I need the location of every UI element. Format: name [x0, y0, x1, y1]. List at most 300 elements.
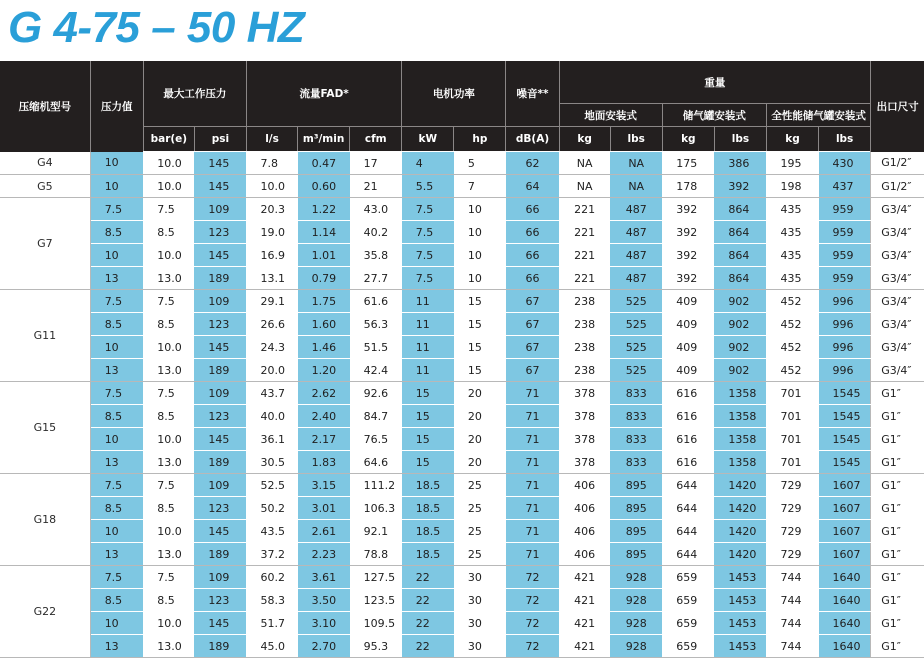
table-cell: 1607	[819, 543, 871, 566]
outlet-cell: G1″	[871, 382, 924, 405]
table-cell: 238	[559, 359, 610, 382]
unit-header: lbs	[610, 127, 662, 152]
table-cell: 895	[610, 520, 662, 543]
table-cell: 1420	[714, 474, 766, 497]
table-cell: 729	[766, 520, 818, 543]
header-flow: 流量FAD*	[246, 61, 401, 127]
table-cell: 40.2	[350, 221, 402, 244]
table-cell: 123	[194, 221, 246, 244]
table-cell: 7.5	[402, 221, 454, 244]
table-cell: 25	[454, 497, 506, 520]
unit-header: kg	[662, 127, 714, 152]
table-cell: 644	[662, 474, 714, 497]
table-cell: 20.0	[246, 359, 297, 382]
table-cell: 52.5	[246, 474, 297, 497]
model-cell: G5	[0, 175, 90, 198]
table-cell: 729	[766, 474, 818, 497]
table-cell: 145	[194, 244, 246, 267]
table-cell: 392	[662, 198, 714, 221]
table-cell: NA	[559, 152, 610, 175]
outlet-cell: G1″	[871, 612, 924, 635]
table-cell: 13.0	[143, 635, 194, 658]
table-cell: 1358	[714, 382, 766, 405]
table-row	[0, 451, 924, 474]
table-cell: 109.5	[350, 612, 402, 635]
table-cell: 67	[506, 313, 559, 336]
table-cell: 2.62	[298, 382, 350, 405]
table-cell: 10	[90, 520, 143, 543]
outlet-cell: G3/4″	[871, 359, 924, 382]
header-motor-power: 电机功率	[402, 61, 506, 127]
table-row	[0, 244, 924, 267]
table-cell: 189	[194, 359, 246, 382]
table-cell: 71	[506, 382, 559, 405]
outlet-cell: G1″	[871, 520, 924, 543]
table-cell: 3.50	[298, 589, 350, 612]
table-cell: 13	[90, 543, 143, 566]
table-cell: 109	[194, 566, 246, 589]
table-row	[0, 382, 924, 405]
header-max-pressure: 最大工作压力	[143, 61, 246, 127]
table-cell: 92.1	[350, 520, 402, 543]
table-cell: 864	[714, 244, 766, 267]
table-cell: 10.0	[143, 152, 194, 175]
table-cell: 43.0	[350, 198, 402, 221]
table-cell: 56.3	[350, 313, 402, 336]
table-row	[0, 267, 924, 290]
table-cell: 864	[714, 267, 766, 290]
table-cell: 1.75	[298, 290, 350, 313]
table-cell: 189	[194, 635, 246, 658]
table-cell: 659	[662, 566, 714, 589]
table-cell: 95.3	[350, 635, 402, 658]
table-cell: 178	[662, 175, 714, 198]
table-cell: 1640	[819, 612, 871, 635]
table-cell: 487	[610, 221, 662, 244]
table-cell: 71	[506, 405, 559, 428]
table-cell: 10.0	[143, 175, 194, 198]
model-cell: G11	[0, 290, 90, 382]
table-cell: 221	[559, 198, 610, 221]
table-cell: 7.5	[90, 198, 143, 221]
table-cell: 10	[90, 336, 143, 359]
table-cell: 25	[454, 520, 506, 543]
table-cell: 27.7	[350, 267, 402, 290]
table-cell: 386	[714, 152, 766, 175]
table-row	[0, 428, 924, 451]
table-cell: 20	[454, 382, 506, 405]
table-cell: 10	[90, 428, 143, 451]
header-full-feature: 全性能储气罐安装式	[766, 104, 870, 127]
table-cell: 189	[194, 451, 246, 474]
table-cell: 409	[662, 359, 714, 382]
table-cell: 221	[559, 244, 610, 267]
outlet-cell: G1″	[871, 543, 924, 566]
outlet-cell: G3/4″	[871, 267, 924, 290]
unit-header: kg	[766, 127, 818, 152]
table-cell: 10	[454, 198, 506, 221]
table-cell: 7.5	[402, 267, 454, 290]
table-cell: 145	[194, 612, 246, 635]
table-cell: 40.0	[246, 405, 297, 428]
table-cell: 452	[766, 313, 818, 336]
table-cell: 66	[506, 244, 559, 267]
table-cell: 996	[819, 290, 871, 313]
table-cell: 4	[402, 152, 454, 175]
table-cell: 8.5	[90, 589, 143, 612]
table-cell: NA	[610, 175, 662, 198]
table-cell: 30	[454, 612, 506, 635]
table-cell: 17	[350, 152, 402, 175]
table-cell: 744	[766, 566, 818, 589]
table-cell: 72	[506, 566, 559, 589]
table-cell: 409	[662, 336, 714, 359]
unit-header: psi	[194, 127, 246, 152]
table-cell: 43.5	[246, 520, 297, 543]
table-cell: 18.5	[402, 520, 454, 543]
outlet-cell: G3/4″	[871, 198, 924, 221]
table-cell: 76.5	[350, 428, 402, 451]
table-cell: 71	[506, 428, 559, 451]
table-cell: 30	[454, 589, 506, 612]
table-cell: 378	[559, 451, 610, 474]
table-cell: 406	[559, 520, 610, 543]
table-cell: 10.0	[143, 612, 194, 635]
table-cell: 8.5	[143, 497, 194, 520]
unit-header: kW	[402, 127, 454, 152]
table-cell: 13	[90, 451, 143, 474]
table-cell: 616	[662, 405, 714, 428]
table-cell: 123	[194, 589, 246, 612]
table-row	[0, 589, 924, 612]
table-cell: 525	[610, 290, 662, 313]
outlet-cell: G1″	[871, 428, 924, 451]
outlet-cell: G3/4″	[871, 290, 924, 313]
table-cell: 67	[506, 359, 559, 382]
table-cell: 659	[662, 612, 714, 635]
unit-header: lbs	[714, 127, 766, 152]
table-cell: 109	[194, 474, 246, 497]
table-cell: 15	[454, 336, 506, 359]
table-cell: 51.5	[350, 336, 402, 359]
outlet-cell: G1″	[871, 405, 924, 428]
table-cell: 996	[819, 359, 871, 382]
table-cell: 58.3	[246, 589, 297, 612]
table-cell: 902	[714, 359, 766, 382]
outlet-cell: G1″	[871, 474, 924, 497]
table-cell: 10	[454, 267, 506, 290]
table-cell: 175	[662, 152, 714, 175]
table-cell: 3.61	[298, 566, 350, 589]
table-row	[0, 612, 924, 635]
table-cell: 616	[662, 428, 714, 451]
table-cell: 1453	[714, 566, 766, 589]
table-cell: 123	[194, 405, 246, 428]
table-cell: 833	[610, 405, 662, 428]
table-cell: 902	[714, 313, 766, 336]
table-cell: 71	[506, 520, 559, 543]
table-cell: 864	[714, 198, 766, 221]
header-tank-mounted: 储气罐安装式	[662, 104, 766, 127]
table-cell: 72	[506, 635, 559, 658]
table-cell: 11	[402, 359, 454, 382]
table-cell: 409	[662, 290, 714, 313]
table-cell: 8.5	[90, 405, 143, 428]
outlet-cell: G1″	[871, 451, 924, 474]
table-cell: 525	[610, 359, 662, 382]
header-model: 压缩机型号	[0, 61, 90, 152]
table-cell: 221	[559, 267, 610, 290]
table-cell: 145	[194, 520, 246, 543]
table-cell: 145	[194, 336, 246, 359]
table-cell: 1545	[819, 428, 871, 451]
table-cell: 10	[90, 612, 143, 635]
table-cell: 145	[194, 152, 246, 175]
table-cell: 7.5	[90, 566, 143, 589]
table-cell: 1.83	[298, 451, 350, 474]
table-row	[0, 152, 924, 175]
table-cell: 406	[559, 497, 610, 520]
table-row	[0, 290, 924, 313]
table-cell: 864	[714, 221, 766, 244]
table-cell: 902	[714, 290, 766, 313]
table-cell: 1640	[819, 566, 871, 589]
table-cell: 67	[506, 336, 559, 359]
table-cell: 833	[610, 428, 662, 451]
table-cell: 644	[662, 543, 714, 566]
table-cell: 406	[559, 543, 610, 566]
table-cell: 895	[610, 474, 662, 497]
table-cell: 8.5	[143, 221, 194, 244]
table-cell: 92.6	[350, 382, 402, 405]
table-cell: 189	[194, 267, 246, 290]
table-cell: 16.9	[246, 244, 297, 267]
table-cell: 1.01	[298, 244, 350, 267]
table-cell: 1453	[714, 635, 766, 658]
table-cell: 13.1	[246, 267, 297, 290]
table-cell: 1.14	[298, 221, 350, 244]
table-cell: NA	[610, 152, 662, 175]
table-cell: 72	[506, 589, 559, 612]
table-cell: 22	[402, 635, 454, 658]
table-cell: 616	[662, 451, 714, 474]
table-cell: 421	[559, 635, 610, 658]
table-cell: 7.5	[143, 290, 194, 313]
outlet-cell: G3/4″	[871, 221, 924, 244]
table-cell: 7.5	[90, 290, 143, 313]
table-cell: 145	[194, 175, 246, 198]
table-cell: 13	[90, 359, 143, 382]
table-cell: 8.5	[90, 313, 143, 336]
outlet-cell: G1/2″	[871, 175, 924, 198]
table-cell: 20	[454, 451, 506, 474]
table-cell: 7.5	[143, 474, 194, 497]
table-cell: 1358	[714, 405, 766, 428]
table-cell: 928	[610, 566, 662, 589]
table-cell: 1607	[819, 497, 871, 520]
table-cell: 10	[90, 152, 143, 175]
table-cell: 20	[454, 428, 506, 451]
table-cell: 123.5	[350, 589, 402, 612]
table-cell: 20.3	[246, 198, 297, 221]
outlet-cell: G3/4″	[871, 336, 924, 359]
table-row	[0, 566, 924, 589]
table-cell: 1640	[819, 589, 871, 612]
table-cell: 61.6	[350, 290, 402, 313]
table-cell: 833	[610, 451, 662, 474]
table-cell: 15	[402, 428, 454, 451]
table-cell: 3.10	[298, 612, 350, 635]
table-cell: 123	[194, 497, 246, 520]
table-cell: 145	[194, 428, 246, 451]
outlet-cell: G1″	[871, 589, 924, 612]
table-cell: 11	[402, 313, 454, 336]
table-cell: 10.0	[143, 520, 194, 543]
table-cell: 1453	[714, 589, 766, 612]
header-floor-mounted: 地面安装式	[559, 104, 662, 127]
table-cell: 435	[766, 267, 818, 290]
table-cell: 10	[90, 175, 143, 198]
table-cell: 392	[662, 244, 714, 267]
table-cell: 7.5	[143, 198, 194, 221]
table-cell: 996	[819, 313, 871, 336]
table-cell: 895	[610, 497, 662, 520]
table-cell: 701	[766, 382, 818, 405]
table-cell: 928	[610, 635, 662, 658]
table-cell: 744	[766, 612, 818, 635]
table-cell: 1.20	[298, 359, 350, 382]
table-cell: 0.47	[298, 152, 350, 175]
table-cell: 51.7	[246, 612, 297, 635]
table-cell: 2.23	[298, 543, 350, 566]
table-cell: 421	[559, 589, 610, 612]
table-cell: 66	[506, 221, 559, 244]
table-cell: 238	[559, 313, 610, 336]
table-cell: 895	[610, 543, 662, 566]
model-cell: G22	[0, 566, 90, 658]
table-cell: 71	[506, 497, 559, 520]
table-cell: 8.5	[143, 405, 194, 428]
table-cell: 701	[766, 451, 818, 474]
table-cell: 0.79	[298, 267, 350, 290]
header-noise: 噪音**	[506, 61, 559, 127]
table-cell: 487	[610, 244, 662, 267]
table-cell: 902	[714, 336, 766, 359]
outlet-cell: G3/4″	[871, 244, 924, 267]
table-cell: 238	[559, 336, 610, 359]
table-cell: 10	[454, 221, 506, 244]
table-cell: 123	[194, 313, 246, 336]
table-cell: 195	[766, 152, 818, 175]
model-cell: G15	[0, 382, 90, 474]
table-cell: 10.0	[246, 175, 297, 198]
table-cell: 659	[662, 589, 714, 612]
table-cell: 7.5	[143, 382, 194, 405]
table-cell: 66	[506, 198, 559, 221]
model-cell: G18	[0, 474, 90, 566]
table-cell: 22	[402, 589, 454, 612]
table-cell: 7.5	[402, 198, 454, 221]
table-row	[0, 543, 924, 566]
table-cell: 127.5	[350, 566, 402, 589]
table-row	[0, 474, 924, 497]
table-body	[0, 152, 924, 658]
unit-header: l/s	[246, 127, 297, 152]
table-cell: 452	[766, 290, 818, 313]
table-cell: 435	[766, 244, 818, 267]
table-cell: 13.0	[143, 543, 194, 566]
table-cell: 659	[662, 635, 714, 658]
unit-header: cfm	[350, 127, 402, 152]
table-cell: 487	[610, 198, 662, 221]
table-cell: 2.17	[298, 428, 350, 451]
table-row	[0, 359, 924, 382]
table-cell: 67	[506, 290, 559, 313]
table-cell: 29.1	[246, 290, 297, 313]
outlet-cell: G1″	[871, 497, 924, 520]
table-cell: 15	[402, 382, 454, 405]
table-cell: 15	[402, 405, 454, 428]
table-cell: 20	[454, 405, 506, 428]
table-cell: 10	[454, 244, 506, 267]
table-cell: 62	[506, 152, 559, 175]
header-outlet: 出口尺寸	[871, 61, 924, 152]
table-cell: 24.3	[246, 336, 297, 359]
table-cell: 5	[454, 152, 506, 175]
table-cell: 71	[506, 543, 559, 566]
unit-header: kg	[559, 127, 610, 152]
table-cell: NA	[559, 175, 610, 198]
table-cell: 71	[506, 474, 559, 497]
table-cell: 378	[559, 405, 610, 428]
table-cell: 22	[402, 566, 454, 589]
table-cell: 66	[506, 267, 559, 290]
table-cell: 18.5	[402, 543, 454, 566]
table-cell: 45.0	[246, 635, 297, 658]
table-cell: 959	[819, 267, 871, 290]
table-cell: 18.5	[402, 497, 454, 520]
table-cell: 7.5	[90, 474, 143, 497]
table-row	[0, 405, 924, 428]
unit-header: m³/min	[298, 127, 350, 152]
table-cell: 744	[766, 635, 818, 658]
table-cell: 26.6	[246, 313, 297, 336]
table-row	[0, 221, 924, 244]
table-cell: 729	[766, 543, 818, 566]
table-cell: 392	[662, 267, 714, 290]
table-cell: 392	[714, 175, 766, 198]
table-cell: 1453	[714, 612, 766, 635]
spec-table	[0, 61, 924, 658]
table-cell: 30	[454, 566, 506, 589]
table-cell: 72	[506, 612, 559, 635]
table-cell: 36.1	[246, 428, 297, 451]
table-cell: 19.0	[246, 221, 297, 244]
table-cell: 1358	[714, 451, 766, 474]
table-cell: 1.22	[298, 198, 350, 221]
table-cell: 10.0	[143, 336, 194, 359]
table-cell: 13.0	[143, 267, 194, 290]
table-cell: 11	[402, 336, 454, 359]
table-cell: 189	[194, 543, 246, 566]
table-cell: 2.61	[298, 520, 350, 543]
table-cell: 25	[454, 474, 506, 497]
table-cell: 37.2	[246, 543, 297, 566]
table-cell: 452	[766, 359, 818, 382]
table-cell: 1607	[819, 474, 871, 497]
table-cell: 13	[90, 635, 143, 658]
table-cell: 106.3	[350, 497, 402, 520]
